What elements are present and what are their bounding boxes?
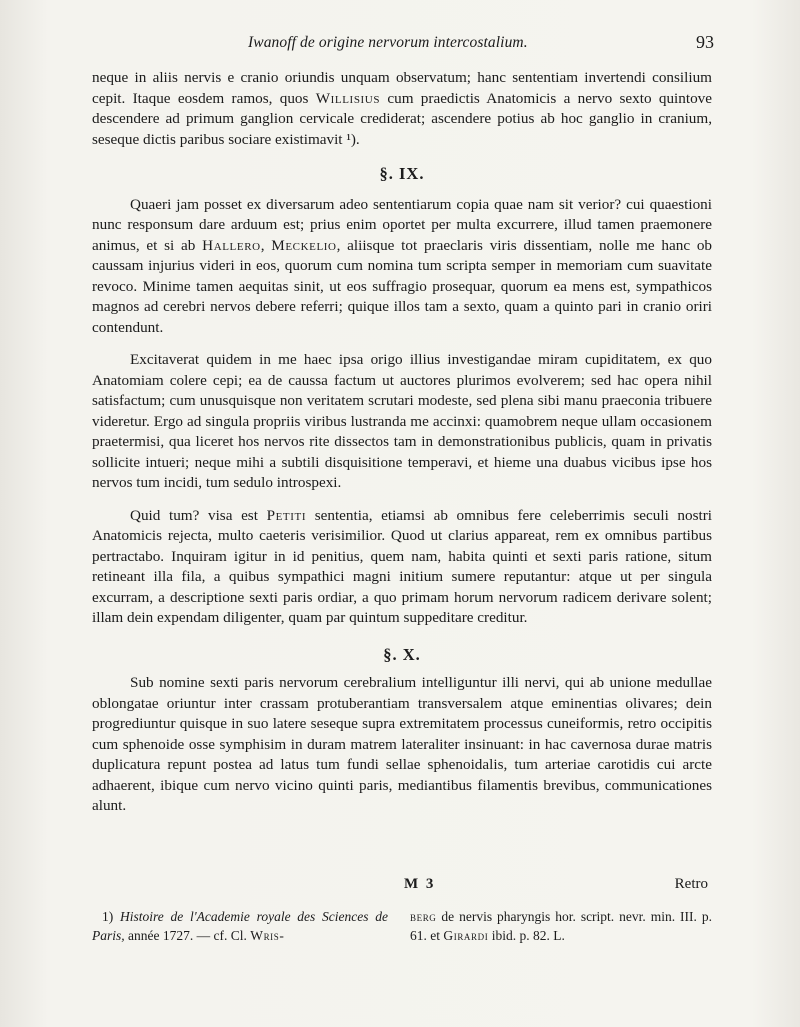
signature-line	[0, 876, 800, 900]
page-header	[88, 30, 714, 58]
author-name-wrisberg: Wris-	[250, 927, 285, 943]
paragraph	[92, 506, 712, 629]
paragraph-text: neque in aliis nervis e cranio oriundis unquam observatum; hanc sententiam invertendi consilium cepit. Itaque eosdem ramos, quos	[92, 69, 712, 107]
section-heading-ix: §. IX.	[379, 164, 425, 183]
paragraph-text: Quid tum? visa est	[130, 506, 258, 524]
author-name-petiti: Petiti	[266, 506, 307, 524]
footnote-text: année 1727. — cf. Cl.	[128, 927, 247, 943]
paragraph-text: sententia, etiamsi ab omnibus fere celeberrimis seculi nostri Anatomicis rejecta, multo caeteris verisimilior. Quod ut clarius appareat, rem ex omnibus partibus pertractabo. Inquiram igitur in id penitius, quem nam, habita quinti et sexti paris ratione, situm retineant illa fila, a quibus sympathici magni initium sumere reputantur: atque ut per singula excurram, a descriptione sexti paris ordiar, a quo primam horum nervorum radicem derivare solent; illam dein expendam diligenter, quam par quintum suppeditare creditur.	[92, 506, 713, 626]
author-name-wrisberg-cont: berg	[410, 909, 437, 924]
separator: ,	[260, 236, 265, 254]
main-text	[92, 68, 712, 817]
footnote-left-column	[92, 908, 388, 945]
section-heading-x: §. X.	[383, 644, 421, 664]
footnote-text: de nervis pharyngis hor. script. nevr. min. III. p. 61. et	[410, 909, 713, 943]
footnote-title: Histoire de l'Academie royale des Sciences de Paris,	[92, 909, 388, 943]
paragraph: Excitaverat quidem in me haec ipsa origo illius investigandae miram cupiditatem, ex quo Anatomiam colere cepi; ea de caussa factum ut auctores plurimos evolverem; sed hac opera nihil satisfactum; cum unusquisque non veritatem scrutari modeste, sed plena sibi manu praeconia tribuere videretur. Ergo ad singula propriis viribus lustranda me accinxi: quamobrem neque ullam occasionem praetermisi, qua liceret hos nervos rite dissectos tam in demonstrationibus publicis, quam in privatis sollicite intueri; neque mihi a subtili disquisitione temperavi, et hieme una duabus vicibus ipse hos nervos tum incidi, tum sedulo introspexi.	[92, 351, 712, 491]
paragraph-text: , aliisque tot praeclaris viris dissentiam, nolle me hanc ob caussam injurius videri in eos, quorum cum nomina tum scripta semper in memoriam cum suavitate revoco. Minime tamen aequitas sinit, ut eos suffragio prosequar, quorum ea mens est, sympathicos magnos ad cerebri nervos debere referri; quique illos tam a sexto, quam a quinto pari in cranio oriri contendunt.	[92, 236, 713, 336]
paragraph: Sub nomine sexti paris nervorum cerebralium intelliguntur illi nervi, qui ab unione medullae oblongatae oriuntur inter crassam protuberantiam transversalem atque eminentias olivares; dein progrediuntur quisque in suo latere seseque supra extremitatem processus cuneiformis, retro occipitis cum sphenoide osse symphisim in duram matrem lateraliter insinuant: in hac cavernosa durae matris duplicatura repunt postea ad latus tum fundi sellae sphenoidalis, tum arteriae carotidis cui arcte adhaerent, ibique cum nervo vicino quinti paris, mediantibus filamentis brevibus, communicationes alunt.	[92, 674, 712, 814]
author-name-meckelio: Meckelio	[271, 236, 337, 254]
page-number: 93	[696, 32, 714, 52]
catchword: Retro	[674, 876, 708, 892]
author-name-girardi: Girardi	[443, 927, 489, 943]
author-name-willisius: Willisius	[315, 89, 381, 107]
footnote-number: 1)	[102, 909, 114, 924]
footnote-right-column	[410, 908, 712, 945]
paragraph-text: Quaeri jam posset ex diversarum adeo sententiarum copia quae nam sit verior? cui quaestioni nunc responsum dare arduum est; prius enim oportet per multa excurrere, illud tamen praemonere animus, et si ab	[92, 195, 712, 254]
footnote-text: ibid. p. 82. L.	[491, 927, 565, 943]
paragraph-text: cum praedictis Anatomicis a nervo sexto quintove descendere ad primum ganglion cervicale crediderat; ascendere potius ab hoc ganglio in cranium, seseque dictis paribus sociare existimavit ¹).	[92, 89, 712, 148]
paragraph	[92, 195, 712, 339]
signature-mark: M 3	[404, 876, 436, 892]
author-name-hallero: Hallero	[202, 236, 261, 254]
footnotes	[92, 908, 712, 968]
paragraph-continued	[92, 68, 712, 150]
running-title: Iwanoff de origine nervorum intercostalium.	[248, 34, 528, 51]
